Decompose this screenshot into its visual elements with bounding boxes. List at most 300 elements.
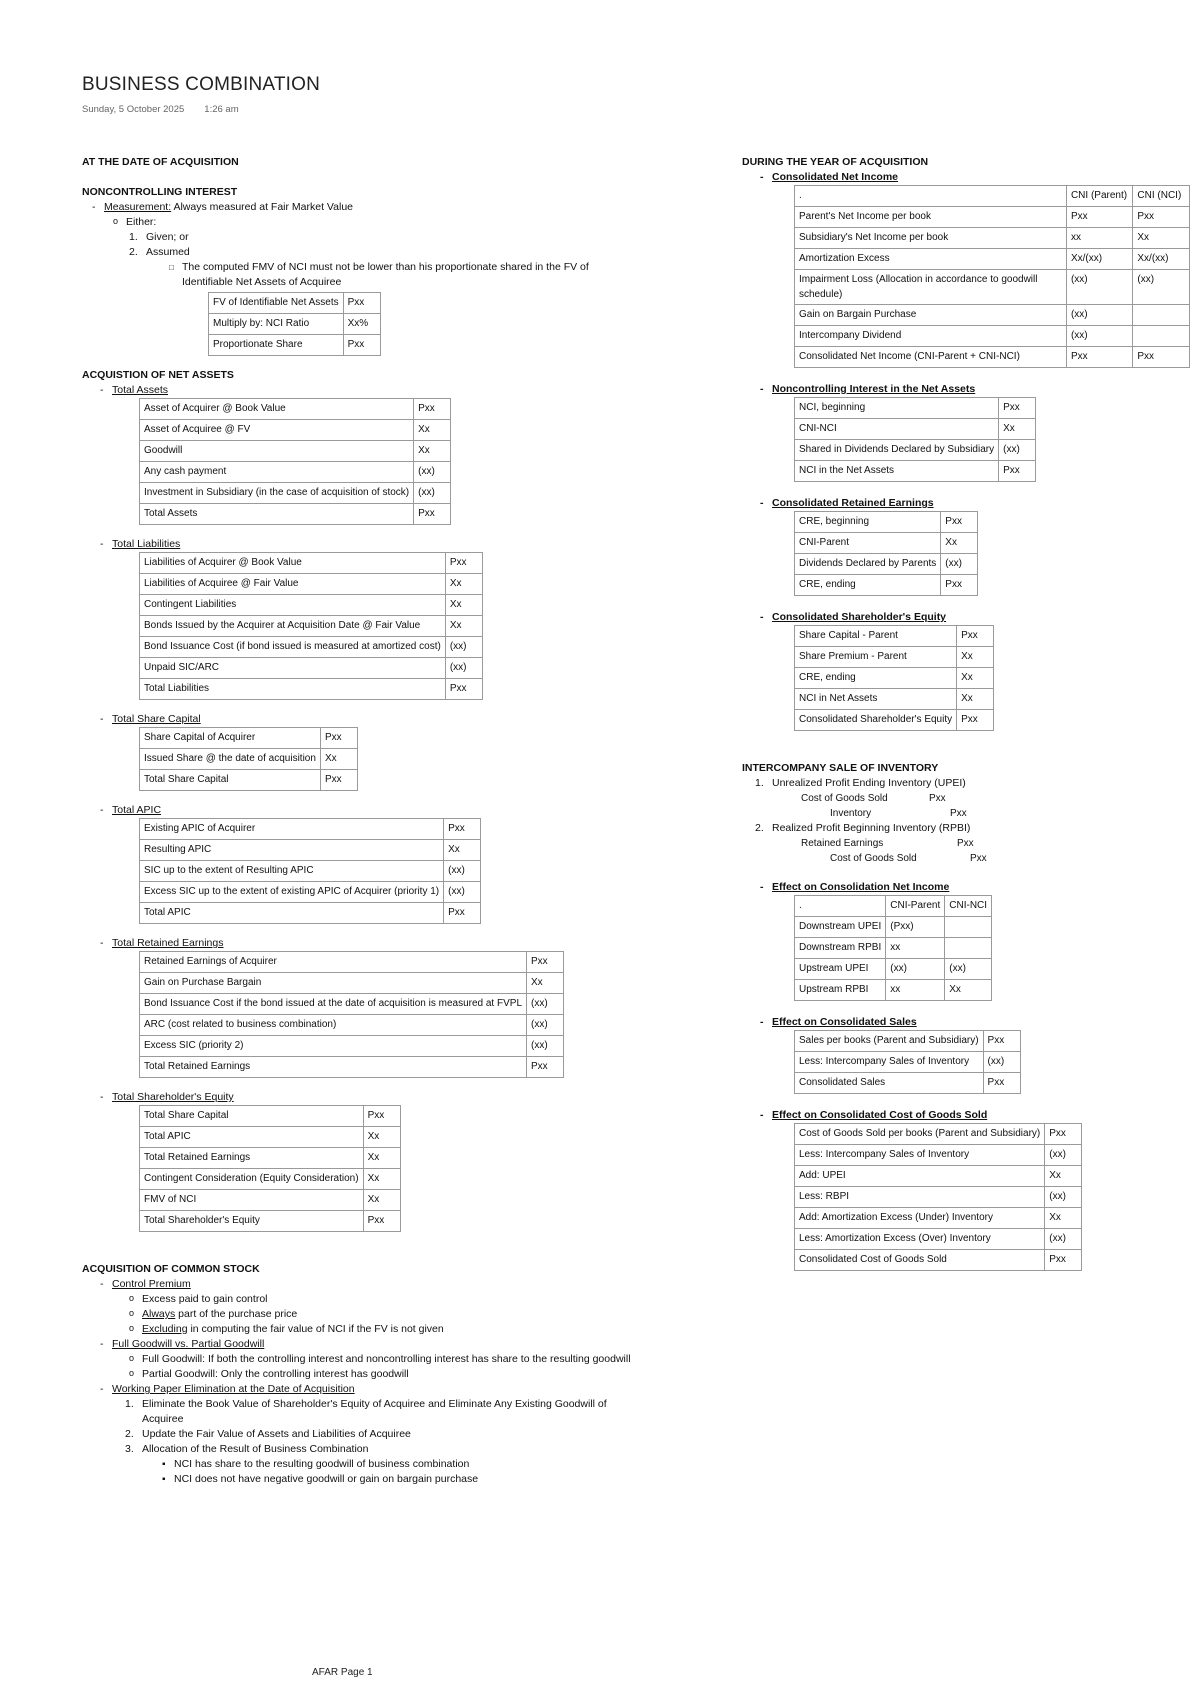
table-cell-value: Xx <box>445 616 482 637</box>
table-cell-value: (xx) <box>1045 1145 1082 1166</box>
rpbi-credit <box>772 851 1192 866</box>
table-cell-value: Pxx <box>1066 207 1132 228</box>
cni-label: - Consolidated Net Income <box>772 170 1192 185</box>
table-row <box>140 1106 401 1127</box>
table-cell-value: Xx/(xx) <box>1133 249 1190 270</box>
table-cell-value: Pxx <box>941 512 978 533</box>
table-cell-value: Xx <box>999 419 1036 440</box>
table-cell-label: Upstream RPBI <box>795 980 886 1001</box>
table-cell-label: Asset of Acquirer @ Book Value <box>140 399 414 420</box>
table-row <box>795 575 978 596</box>
table-cell-value: (xx) <box>999 440 1036 461</box>
table-cell-label: Less: Intercompany Sales of Inventory <box>795 1052 984 1073</box>
table-row <box>140 819 481 840</box>
table-row <box>140 441 451 462</box>
table-cell-label: CNI-Parent <box>795 533 941 554</box>
table-cell-value: xx <box>1066 228 1132 249</box>
nci-proportionate-table <box>208 292 381 356</box>
nci-either: o Either: <box>126 215 682 230</box>
table-header-cell: . <box>795 186 1067 207</box>
table-cell-label: Share Premium - Parent <box>795 647 957 668</box>
table-row <box>140 840 481 861</box>
table-cell-value: (xx) <box>445 658 482 679</box>
wpe-step-1-text: Eliminate the Book Value of Shareholder's Equity of Acquiree and Eliminate Any Existing Goodwill of <box>142 1398 607 1410</box>
table-cell-value: Xx <box>363 1127 400 1148</box>
wpe-step-3: 3. Allocation of the Result of Business Combination <box>125 1443 369 1455</box>
cre-table <box>794 511 978 596</box>
table-cell-label: Resulting APIC <box>140 840 444 861</box>
table-cell-value: Pxx <box>445 679 482 700</box>
table-cell-value: Pxx <box>957 710 994 731</box>
table-cell-label: Add: UPEI <box>795 1166 1045 1187</box>
upei-text: Unrealized Profit Ending Inventory (UPEI) <box>772 777 966 789</box>
table-cell-label: CRE, beginning <box>795 512 941 533</box>
table-cell-value: Pxx <box>1045 1250 1082 1271</box>
table-cell-label: NCI, beginning <box>795 398 999 419</box>
table-cell-value: Pxx <box>444 819 481 840</box>
table-cell-label: Dividends Declared by Parents <box>795 554 941 575</box>
table-row <box>795 668 994 689</box>
effect-cni-label: - Effect on Consolidation Net Income <box>772 880 1192 895</box>
table-row <box>140 420 451 441</box>
cp-excluding-text: in computing the fair value of NCI if the FV is not given <box>187 1323 444 1335</box>
table-row <box>795 1031 1021 1052</box>
table-cell-value: (xx) <box>1133 270 1190 305</box>
table-cell-label: Bond Issuance Cost if the bond issued at the date of acquisition is measured at FVPL <box>140 994 527 1015</box>
table-row <box>140 770 358 791</box>
table-cell-label: Amortization Excess <box>795 249 1067 270</box>
wpe-step-3a: ▪ NCI has share to the resulting goodwill of business combination <box>174 1457 682 1472</box>
table-row <box>140 882 481 903</box>
table-cell-value: Pxx <box>999 398 1036 419</box>
table-cell-value: Xx <box>957 647 994 668</box>
table-row <box>795 533 978 554</box>
table-row <box>795 512 978 533</box>
table-cell-label: NCI in the Net Assets <box>795 461 999 482</box>
table-row <box>795 326 1190 347</box>
table-cell-label: Total APIC <box>140 1127 364 1148</box>
rpbi-debit-value: Pxx <box>957 838 974 849</box>
table-cell-label: Subsidiary's Net Income per book <box>795 228 1067 249</box>
table-cell-value: (xx) <box>527 1015 564 1036</box>
table-cell-label: Cost of Goods Sold per books (Parent and Subsidiary) <box>795 1124 1045 1145</box>
table-header-row <box>795 896 992 917</box>
wpe-step-1-cont: Acquiree <box>142 1413 184 1425</box>
table-cell-label: Investment in Subsidiary (in the case of acquisition of stock) <box>140 483 414 504</box>
table-row <box>140 1190 401 1211</box>
table-row <box>795 1187 1082 1208</box>
table-row <box>140 749 358 770</box>
table-cell-value: Xx <box>444 840 481 861</box>
table-row <box>795 1208 1082 1229</box>
table-cell-value: Pxx <box>1066 347 1132 368</box>
wpe-step-2: 2. Update the Fair Value of Assets and Liabilities of Acquiree <box>125 1428 411 1440</box>
table-cell-label: Add: Amortization Excess (Under) Inventory <box>795 1208 1045 1229</box>
cre-label: - Consolidated Retained Earnings <box>772 496 1192 511</box>
table-cell-value: (xx) <box>527 1036 564 1057</box>
table-header-cell: CNI-Parent <box>886 896 945 917</box>
rpbi-credit-account: Cost of Goods Sold <box>830 853 917 864</box>
effect-cni-table <box>794 895 992 1001</box>
page-footer: AFAR Page 1 <box>312 1667 373 1678</box>
table-cell-value: (xx) <box>527 994 564 1015</box>
table-row <box>140 1211 401 1232</box>
table-row <box>795 249 1190 270</box>
rpbi-text: Realized Profit Beginning Inventory (RPBI) <box>772 822 971 834</box>
nci-computed-note-2: Identifiable Net Assets of Acquiree <box>182 276 342 288</box>
table-cell-label: FMV of NCI <box>140 1190 364 1211</box>
table-cell-value: (xx) <box>414 462 451 483</box>
right-column <box>742 155 1192 1271</box>
table-cell-label: Consolidated Shareholder's Equity <box>795 710 957 731</box>
left-column <box>82 155 682 1487</box>
table-row <box>795 398 1036 419</box>
table-row <box>140 658 483 679</box>
table-row <box>795 270 1190 305</box>
table-cell-label: CNI-NCI <box>795 419 999 440</box>
cp-always-word: Always <box>142 1308 176 1320</box>
cse-label: - Consolidated Shareholder's Equity <box>772 610 1192 625</box>
table-cell-value: (xx) <box>1066 305 1132 326</box>
table-cell-label: Asset of Acquiree @ FV <box>140 420 414 441</box>
table-row <box>140 1127 401 1148</box>
table-cell-value: Pxx <box>320 728 357 749</box>
acquisition-date-heading: AT THE DATE OF ACQUISITION <box>82 156 239 168</box>
table-cell-value: xx <box>886 980 945 1001</box>
upei-credit <box>772 806 1192 821</box>
rpbi-credit-value: Pxx <box>970 853 987 864</box>
wpe-step-3-text: Allocation of the Result of Business Combination <box>142 1443 369 1455</box>
table-row <box>795 1124 1082 1145</box>
rpbi-debit <box>772 836 1192 851</box>
table-row <box>140 994 564 1015</box>
table-row <box>795 554 978 575</box>
measurement-label: Measurement: <box>104 201 172 213</box>
table-cell-value: Pxx <box>1045 1124 1082 1145</box>
total-liabilities-table <box>139 552 483 700</box>
table-cell-value: (xx) <box>945 959 992 980</box>
table-row <box>795 647 994 668</box>
full-goodwill-text: o Full Goodwill: If both the controlling interest and noncontrolling interest has share to the resulting goodwill <box>142 1352 682 1367</box>
upei-credit-value: Pxx <box>950 808 967 819</box>
net-assets-heading: ACQUISTION OF NET ASSETS <box>82 369 234 381</box>
table-row <box>795 419 1036 440</box>
table-cell-value: (xx) <box>886 959 945 980</box>
effect-cogs-table <box>794 1123 1082 1271</box>
table-cell-value: Pxx <box>941 575 978 596</box>
table-cell-value: Pxx <box>343 293 380 314</box>
table-row <box>140 399 451 420</box>
table-cell-label: ARC (cost related to business combination) <box>140 1015 527 1036</box>
page-date: Sunday, 5 October 2025 <box>82 104 185 115</box>
table-row <box>795 305 1190 326</box>
table-cell-value: Pxx <box>983 1073 1020 1094</box>
table-cell-value: Xx/(xx) <box>1066 249 1132 270</box>
table-cell-label: Total Share Capital <box>140 770 321 791</box>
table-row <box>140 728 358 749</box>
table-row <box>140 952 564 973</box>
table-cell-value: Xx <box>941 533 978 554</box>
table-cell-value: Xx <box>527 973 564 994</box>
table-cell-value: (xx) <box>445 637 482 658</box>
effect-sales-table <box>794 1030 1021 1094</box>
table-row <box>795 228 1190 249</box>
upei-debit <box>772 791 1192 806</box>
table-cell-value: Pxx <box>363 1211 400 1232</box>
table-row <box>140 595 483 616</box>
table-cell-label: Share Capital of Acquirer <box>140 728 321 749</box>
cp-always <box>142 1307 682 1322</box>
table-cell-value: (xx) <box>1066 326 1132 347</box>
table-cell-label: Upstream UPEI <box>795 959 886 980</box>
table-cell-label: Downstream UPEI <box>795 917 886 938</box>
table-cell-value: Pxx <box>363 1106 400 1127</box>
table-cell-label: Less: RBPI <box>795 1187 1045 1208</box>
table-cell-value: Xx <box>445 595 482 616</box>
table-cell-value: Xx <box>957 668 994 689</box>
table-header-row <box>795 186 1190 207</box>
table-row <box>795 917 992 938</box>
table-cell-label: Sales per books (Parent and Subsidiary) <box>795 1031 984 1052</box>
table-cell-value: Xx% <box>343 314 380 335</box>
cp-excluding-word: Excluding <box>142 1323 188 1335</box>
wpe-label: - Working Paper Elimination at the Date of Acquisition <box>112 1382 682 1397</box>
table-cell-label: Excess SIC (priority 2) <box>140 1036 527 1057</box>
measurement-text: Always measured at Fair Market Value <box>171 201 354 213</box>
table-row <box>140 679 483 700</box>
table-cell-value <box>945 917 992 938</box>
table-cell-label: FV of Identifiable Net Assets <box>209 293 344 314</box>
total-apic-table <box>139 818 481 924</box>
inventory-heading: INTERCOMPANY SALE OF INVENTORY <box>742 762 939 774</box>
table-cell-label: Total Shareholder's Equity <box>140 1211 364 1232</box>
table-cell-label: Liabilities of Acquirer @ Book Value <box>140 553 446 574</box>
table-cell-label: Total APIC <box>140 903 444 924</box>
table-cell-value: (xx) <box>983 1052 1020 1073</box>
table-cell-value: Xx <box>957 689 994 710</box>
table-cell-value: (xx) <box>444 861 481 882</box>
table-cell-label: Liabilities of Acquiree @ Fair Value <box>140 574 446 595</box>
table-cell-label: Less: Amortization Excess (Over) Inventory <box>795 1229 1045 1250</box>
nci-assumed-text: Assumed <box>146 246 190 258</box>
table-cell-value: Pxx <box>1133 347 1190 368</box>
table-row <box>795 1166 1082 1187</box>
table-cell-label: Downstream RPBI <box>795 938 886 959</box>
table-cell-value: (xx) <box>414 483 451 504</box>
table-row <box>140 553 483 574</box>
table-cell-value: Xx <box>1133 228 1190 249</box>
table-cell-label: Any cash payment <box>140 462 414 483</box>
upei-debit-value: Pxx <box>929 793 946 804</box>
nci-net-assets-table <box>794 397 1036 482</box>
table-cell-label: Goodwill <box>140 441 414 462</box>
table-cell-label: Contingent Consideration (Equity Consideration) <box>140 1169 364 1190</box>
cp-excess: o Excess paid to gain control <box>142 1292 682 1307</box>
table-cell-label: Consolidated Sales <box>795 1073 984 1094</box>
table-row <box>209 314 381 335</box>
table-cell-value <box>1133 305 1190 326</box>
nci-given: 1. Given; or <box>129 231 189 243</box>
table-cell-value: Xx <box>1045 1166 1082 1187</box>
table-cell-value: xx <box>886 938 945 959</box>
table-cell-value: (xx) <box>1066 270 1132 305</box>
page-time: 1:26 am <box>204 104 239 115</box>
nci-assumed: 2. Assumed <box>129 246 190 258</box>
table-row <box>140 1057 564 1078</box>
cp-always-text: part of the purchase price <box>175 1308 298 1320</box>
table-cell-label: Unpaid SIC/ARC <box>140 658 446 679</box>
table-cell-label: SIC up to the extent of Resulting APIC <box>140 861 444 882</box>
table-row <box>140 483 451 504</box>
cni-table <box>794 185 1190 368</box>
table-cell-label: Multiply by: NCI Ratio <box>209 314 344 335</box>
table-row <box>795 347 1190 368</box>
table-cell-value: Xx <box>363 1148 400 1169</box>
table-cell-label: Excess SIC up to the extent of existing APIC of Acquirer (priority 1) <box>140 882 444 903</box>
total-assets-label: - Total Assets <box>112 383 682 398</box>
table-cell-label: Parent's Net Income per book <box>795 207 1067 228</box>
table-row <box>140 1169 401 1190</box>
table-cell-label: Contingent Liabilities <box>140 595 446 616</box>
table-cell-label: Impairment Loss (Allocation in accordance to goodwill schedule) <box>795 270 1067 305</box>
table-row <box>795 207 1190 228</box>
upei-item: 1. Unrealized Profit Ending Inventory (UPEI) <box>755 777 966 789</box>
table-row <box>140 861 481 882</box>
table-row <box>795 710 994 731</box>
upei-debit-account: Cost of Goods Sold <box>801 793 888 804</box>
total-liabilities-label: - Total Liabilities <box>112 537 682 552</box>
full-vs-partial-label: - Full Goodwill vs. Partial Goodwill <box>112 1337 682 1352</box>
table-row <box>795 1052 1021 1073</box>
table-row <box>140 616 483 637</box>
total-assets-table <box>139 398 451 525</box>
table-row <box>209 335 381 356</box>
table-cell-label: Consolidated Cost of Goods Sold <box>795 1250 1045 1271</box>
table-row <box>140 1015 564 1036</box>
table-cell-value: (xx) <box>941 554 978 575</box>
table-row <box>795 440 1036 461</box>
table-cell-value: Pxx <box>527 1057 564 1078</box>
table-row <box>795 626 994 647</box>
table-header-cell: CNI-NCI <box>945 896 992 917</box>
table-cell-value: Pxx <box>444 903 481 924</box>
total-share-capital-label: - Total Share Capital <box>112 712 682 727</box>
table-cell-value: Xx <box>363 1169 400 1190</box>
wpe-step-3b: ▪ NCI does not have negative goodwill or gain on bargain purchase <box>174 1472 682 1487</box>
table-row <box>795 1229 1082 1250</box>
nci-computed-note: □ The computed FMV of NCI must not be lower than his proportionate shared in the FV of <box>182 260 682 275</box>
effect-cogs-label: - Effect on Consolidated Cost of Goods Sold <box>772 1108 1192 1123</box>
total-re-label: - Total Retained Earnings <box>112 936 682 951</box>
table-row <box>795 959 992 980</box>
table-cell-label: Intercompany Dividend <box>795 326 1067 347</box>
table-cell-label: Proportionate Share <box>209 335 344 356</box>
table-row <box>140 1148 401 1169</box>
table-cell-value: (xx) <box>444 882 481 903</box>
table-row <box>795 1250 1082 1271</box>
table-cell-value: Pxx <box>414 399 451 420</box>
table-row <box>209 293 381 314</box>
table-row <box>140 574 483 595</box>
cp-excluding <box>142 1322 682 1337</box>
table-cell-value: Pxx <box>957 626 994 647</box>
table-cell-value: Xx <box>363 1190 400 1211</box>
table-cell-label: Total Liabilities <box>140 679 446 700</box>
table-cell-value: Pxx <box>445 553 482 574</box>
total-se-label: - Total Shareholder's Equity <box>112 1090 682 1105</box>
table-cell-value: Pxx <box>1133 207 1190 228</box>
table-cell-value: (xx) <box>1045 1187 1082 1208</box>
table-cell-label: Consolidated Net Income (CNI-Parent + CNI-NCI) <box>795 347 1067 368</box>
table-cell-value: Xx <box>945 980 992 1001</box>
table-cell-label: NCI in Net Assets <box>795 689 957 710</box>
rpbi-item: 2. Realized Profit Beginning Inventory (RPBI) <box>755 822 971 834</box>
table-cell-value: Xx <box>414 441 451 462</box>
table-row <box>795 461 1036 482</box>
table-cell-value <box>945 938 992 959</box>
cse-table <box>794 625 994 731</box>
total-share-capital-table <box>139 727 358 791</box>
table-cell-value: Pxx <box>999 461 1036 482</box>
table-cell-label: Issued Share @ the date of acquisition <box>140 749 321 770</box>
nci-net-assets-label: - Noncontrolling Interest in the Net Assets <box>772 382 1192 397</box>
table-header-cell: CNI (NCI) <box>1133 186 1190 207</box>
table-cell-label: CRE, ending <box>795 575 941 596</box>
table-cell-label: Total Retained Earnings <box>140 1148 364 1169</box>
table-cell-value: (xx) <box>1045 1229 1082 1250</box>
nci-heading: NONCONTROLLING INTEREST <box>82 186 238 198</box>
table-cell-value: Pxx <box>983 1031 1020 1052</box>
table-cell-label: Retained Earnings of Acquirer <box>140 952 527 973</box>
table-row <box>140 637 483 658</box>
table-row <box>795 689 994 710</box>
table-cell-label: Gain on Bargain Purchase <box>795 305 1067 326</box>
table-header-cell: . <box>795 896 886 917</box>
table-row <box>140 462 451 483</box>
table-cell-value: Pxx <box>320 770 357 791</box>
table-cell-label: Total Retained Earnings <box>140 1057 527 1078</box>
rpbi-debit-account: Retained Earnings <box>801 838 884 849</box>
table-row <box>140 903 481 924</box>
table-row <box>140 504 451 525</box>
table-cell-label: Bonds Issued by the Acquirer at Acquisition Date @ Fair Value <box>140 616 446 637</box>
table-cell-value: Pxx <box>414 504 451 525</box>
table-cell-value: (Pxx) <box>886 917 945 938</box>
page-title: BUSINESS COMBINATION <box>82 74 321 95</box>
table-row <box>140 1036 564 1057</box>
table-cell-label: Gain on Purchase Bargain <box>140 973 527 994</box>
table-cell-label: Existing APIC of Acquirer <box>140 819 444 840</box>
partial-goodwill-text: o Partial Goodwill: Only the controlling interest has goodwill <box>142 1367 682 1382</box>
total-re-table <box>139 951 564 1078</box>
table-row <box>795 980 992 1001</box>
common-stock-heading: ACQUISITION OF COMMON STOCK <box>82 1263 260 1275</box>
table-cell-value: Xx <box>1045 1208 1082 1229</box>
table-cell-value: Pxx <box>343 335 380 356</box>
table-row <box>140 973 564 994</box>
effect-sales-label: - Effect on Consolidated Sales <box>772 1015 1192 1030</box>
table-cell-label: Share Capital - Parent <box>795 626 957 647</box>
wpe-step-2-text: Update the Fair Value of Assets and Liabilities of Acquiree <box>142 1428 411 1440</box>
table-cell-value <box>1133 326 1190 347</box>
table-cell-label: Less: Intercompany Sales of Inventory <box>795 1145 1045 1166</box>
table-cell-label: CRE, ending <box>795 668 957 689</box>
table-cell-value: Xx <box>445 574 482 595</box>
wpe-step-1: 1. Eliminate the Book Value of Shareholder's Equity of Acquiree and Eliminate Any Existing Goodwill of <box>125 1398 607 1410</box>
during-year-heading: DURING THE YEAR OF ACQUISITION <box>742 156 929 168</box>
table-cell-label: Shared in Dividends Declared by Subsidiary <box>795 440 999 461</box>
upei-credit-account: Inventory <box>830 808 872 819</box>
